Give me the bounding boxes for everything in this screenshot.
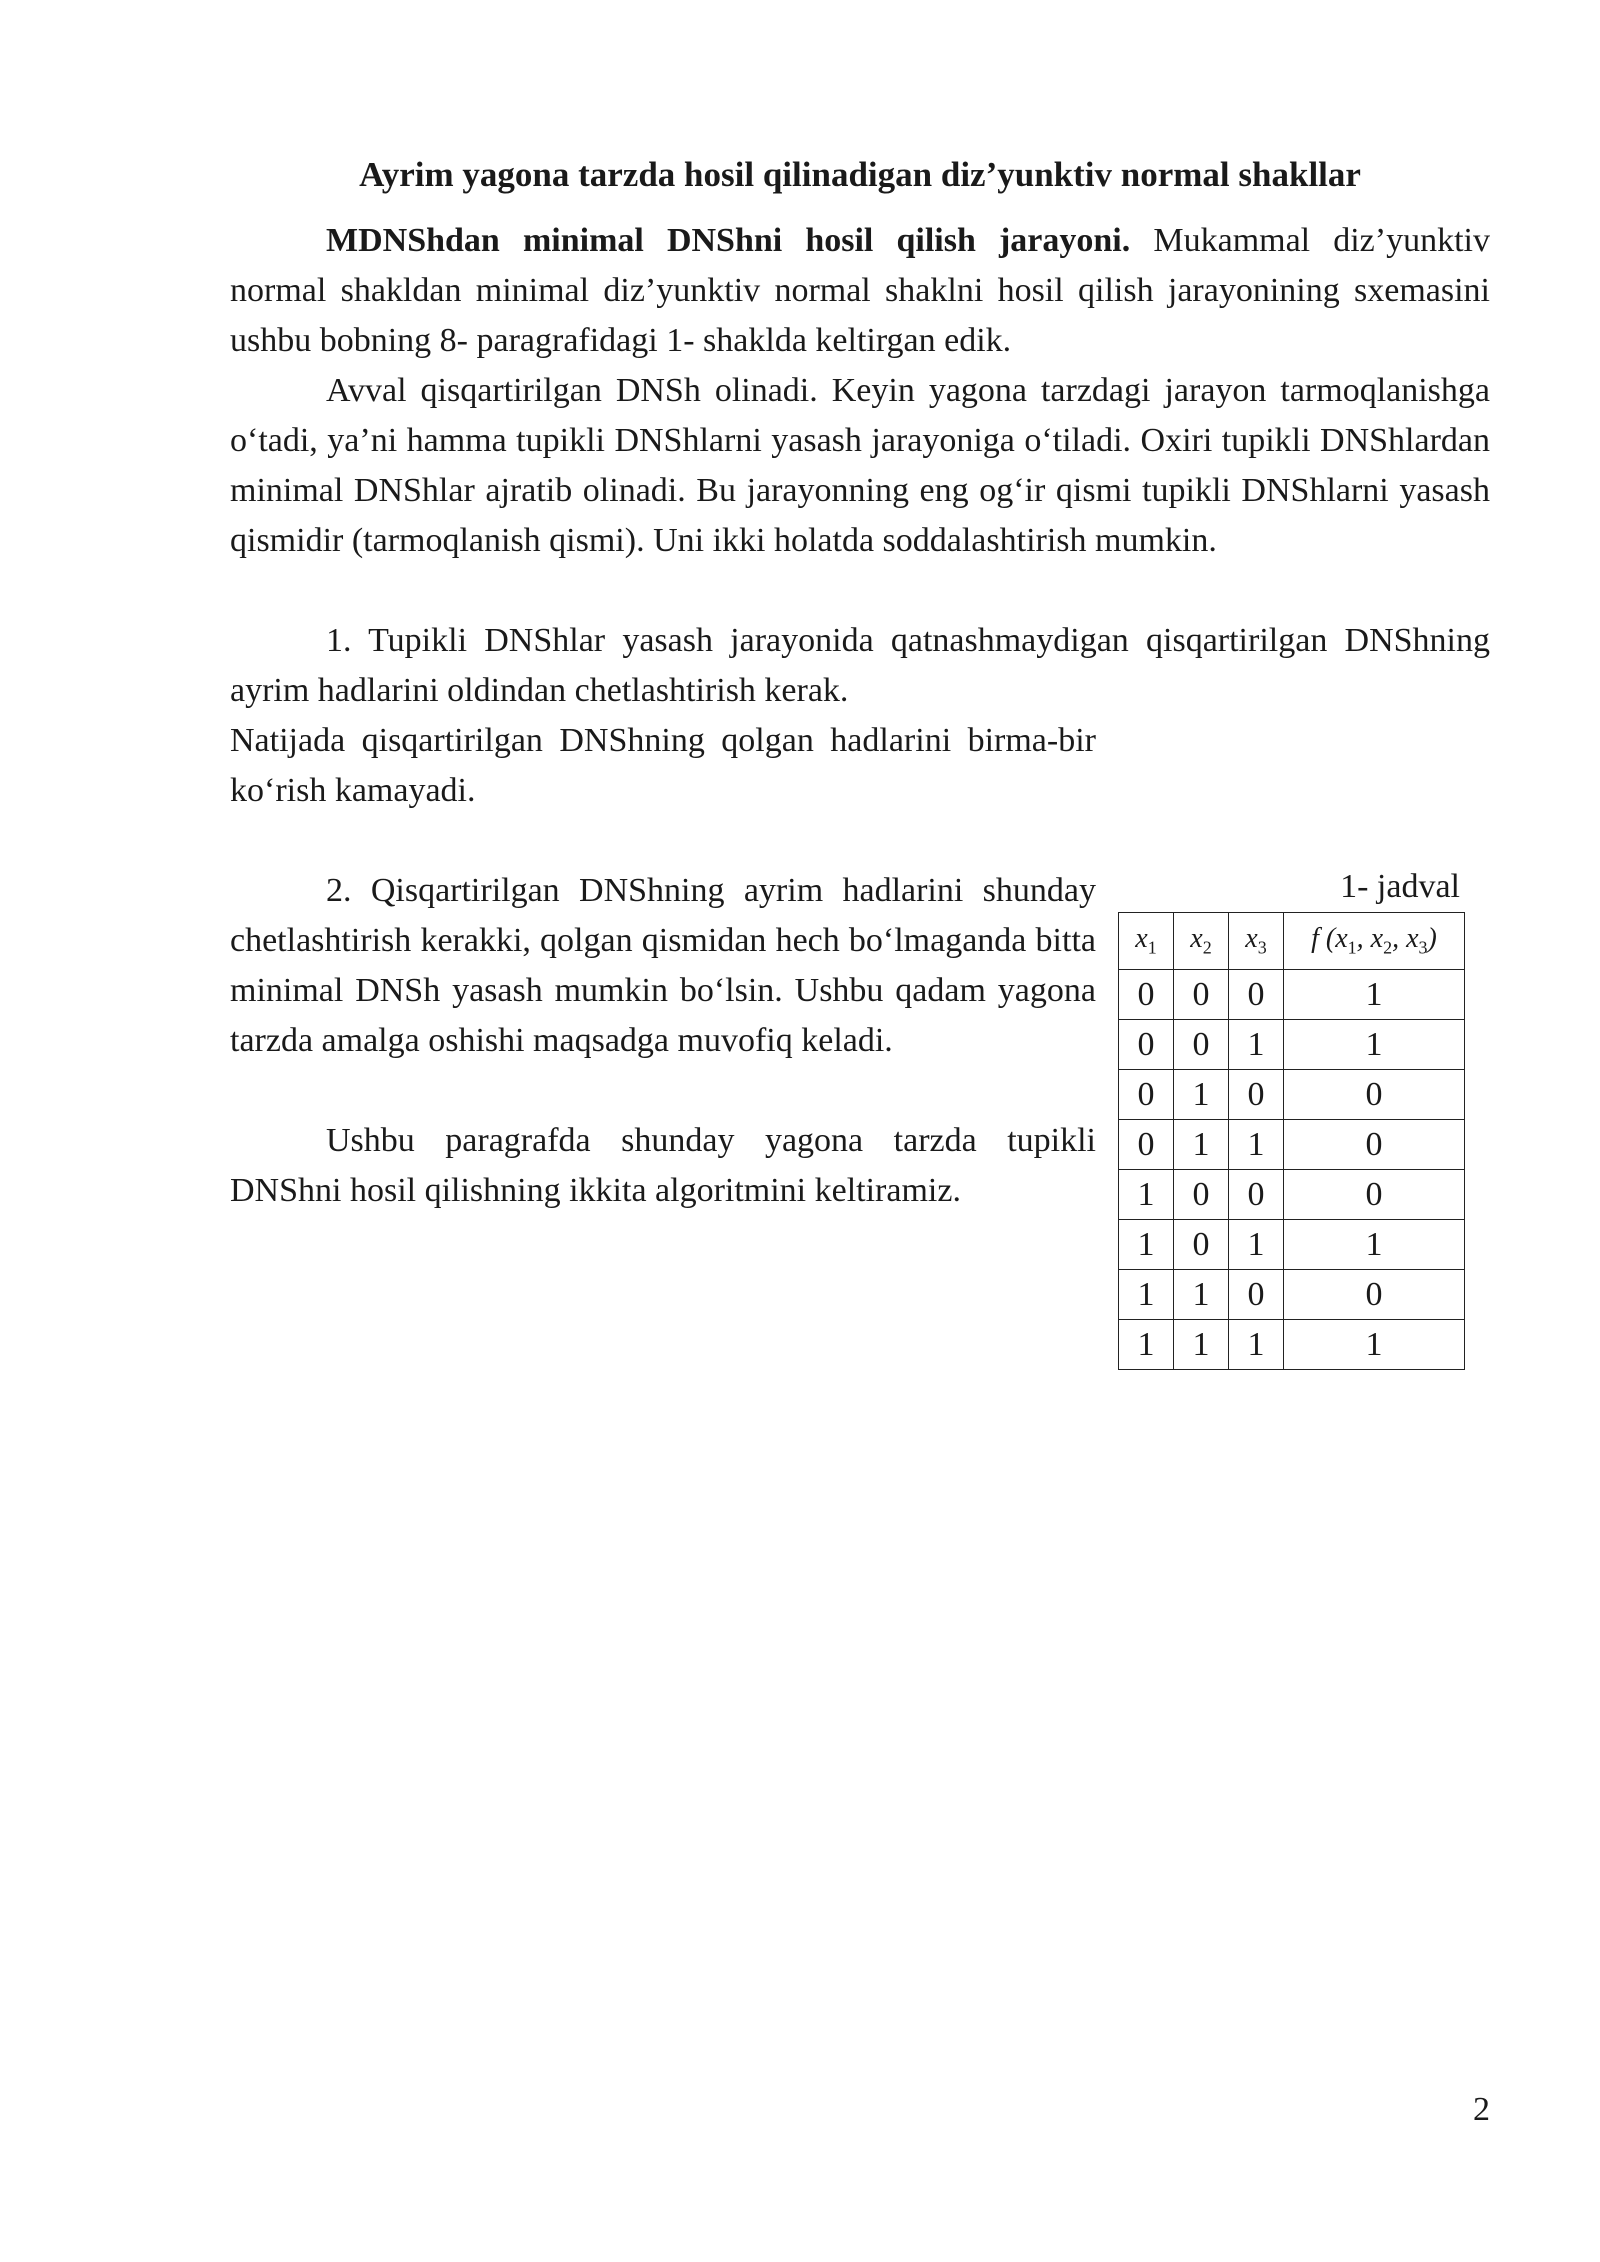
- paragraph-conclusion: Ushbu paragrafda shunday yagona tarzda tupikli DNShni hosil qilishning ikkita algoritmini keltiramiz.: [230, 1122, 1096, 1209]
- table-row: [1119, 1220, 1465, 1270]
- paragraph-step-two: 2. Qisqartirilgan DNShning ayrim hadlarini shunday chetlashtirish kerakki, qolgan qismidan hech bo‘lmaganda bitta minimal DNSh yasash mumkin bo‘lsin. Ushbu qadam yagona tarzda amalga oshishi maqsadga muvofiq keladi.: [230, 872, 1096, 1059]
- table-cell: 0: [1174, 1170, 1229, 1220]
- table-row: [1119, 1120, 1465, 1170]
- table-cell: 1: [1119, 1170, 1174, 1220]
- table-cell: 0: [1119, 1120, 1174, 1170]
- paragraph-intro-text: Mukammal diz’yunktiv normal shakldan minimal diz’yunktiv normal shaklni hosil qilish jarayonining sxemasini ushbu bobning 8- paragrafidagi 1- shaklda keltirgan edik.: [230, 222, 1490, 359]
- table-cell: 1: [1229, 1120, 1284, 1170]
- table-cell: 0: [1174, 970, 1229, 1020]
- table-cell: 0: [1284, 1120, 1465, 1170]
- paragraph-intro: [230, 216, 1490, 366]
- table-cell: 1: [1229, 1220, 1284, 1270]
- table-cell: 0: [1119, 1020, 1174, 1070]
- table-row: [1119, 1320, 1465, 1370]
- table-cell: 0: [1119, 970, 1174, 1020]
- table-cell: 1: [1229, 1020, 1284, 1070]
- table-row: [1119, 1270, 1465, 1320]
- table-cell: 1: [1119, 1320, 1174, 1370]
- table-cell: 0: [1229, 1170, 1284, 1220]
- truth-table: [1118, 912, 1465, 1370]
- table-row: [1119, 970, 1465, 1020]
- header-x3: $x_3$: [1229, 913, 1284, 970]
- table-cell: 1: [1174, 1270, 1229, 1320]
- table-row: [1119, 1070, 1465, 1120]
- header-x1: $x_1$: [1119, 913, 1174, 970]
- page-number: 2: [1473, 2091, 1490, 2128]
- paragraph-intro-lead: MDNShdan minimal DNShni hosil qilish jarayoni.: [326, 222, 1131, 259]
- table-cell: 1: [1284, 1020, 1465, 1070]
- table-cell: 0: [1229, 1070, 1284, 1120]
- paragraph-result: Natijada qisqartirilgan DNShning qolgan hadlarini birma-bir ko‘rish kamayadi.: [230, 722, 1096, 809]
- table-caption: 1- jadval: [1340, 868, 1460, 905]
- table-cell: 0: [1119, 1070, 1174, 1120]
- table-header-row: [1119, 913, 1465, 970]
- paragraph-step-one: 1. Tupikli DNShlar yasash jarayonida qatnashmaydigan qisqartirilgan DNShning ayrim hadlarini oldindan chetlashtirish kerak.: [230, 622, 1490, 709]
- table-cell: 0: [1174, 1220, 1229, 1270]
- table-cell: 0: [1174, 1020, 1229, 1070]
- paragraph-process: Avval qisqartirilgan DNSh olinadi. Keyin yagona tarzdagi jarayon tarmoqlanishga o‘tadi, ya’ni hamma tupikli DNShlarni yasash jarayoniga o‘tiladi. Oxiri tupikli DNShlardan minimal DNShlar ajratib olinadi. Bu jarayonning eng og‘ir qismi tupikli DNShlarni yasash qismidir (tarmoqlanish qismi). Uni ikki holatda soddalashtirish mumkin.: [230, 372, 1490, 559]
- table-cell: 0: [1229, 1270, 1284, 1320]
- table-cell: 0: [1284, 1070, 1465, 1120]
- table-cell: 1: [1284, 1320, 1465, 1370]
- table-cell: 1: [1174, 1120, 1229, 1170]
- table-cell: 1: [1119, 1220, 1174, 1270]
- table-cell: 1: [1284, 1220, 1465, 1270]
- header-x2: $x_2$: [1174, 913, 1229, 970]
- table-cell: 1: [1174, 1070, 1229, 1120]
- table-cell: 1: [1174, 1320, 1229, 1370]
- table-row: [1119, 1170, 1465, 1220]
- table-cell: 0: [1229, 970, 1284, 1020]
- table-row: [1119, 1020, 1465, 1070]
- table-cell: 1: [1284, 970, 1465, 1020]
- table-cell: 0: [1284, 1170, 1465, 1220]
- table-cell: 1: [1229, 1320, 1284, 1370]
- table-cell: 1: [1119, 1270, 1174, 1320]
- table-cell: 0: [1284, 1270, 1465, 1320]
- section-heading: Ayrim yagona tarzda hosil qilinadigan diz’yunktiv normal shakllar: [359, 155, 1361, 194]
- header-function: f ($x_1$, $x_2$, $x_3$): [1284, 913, 1465, 970]
